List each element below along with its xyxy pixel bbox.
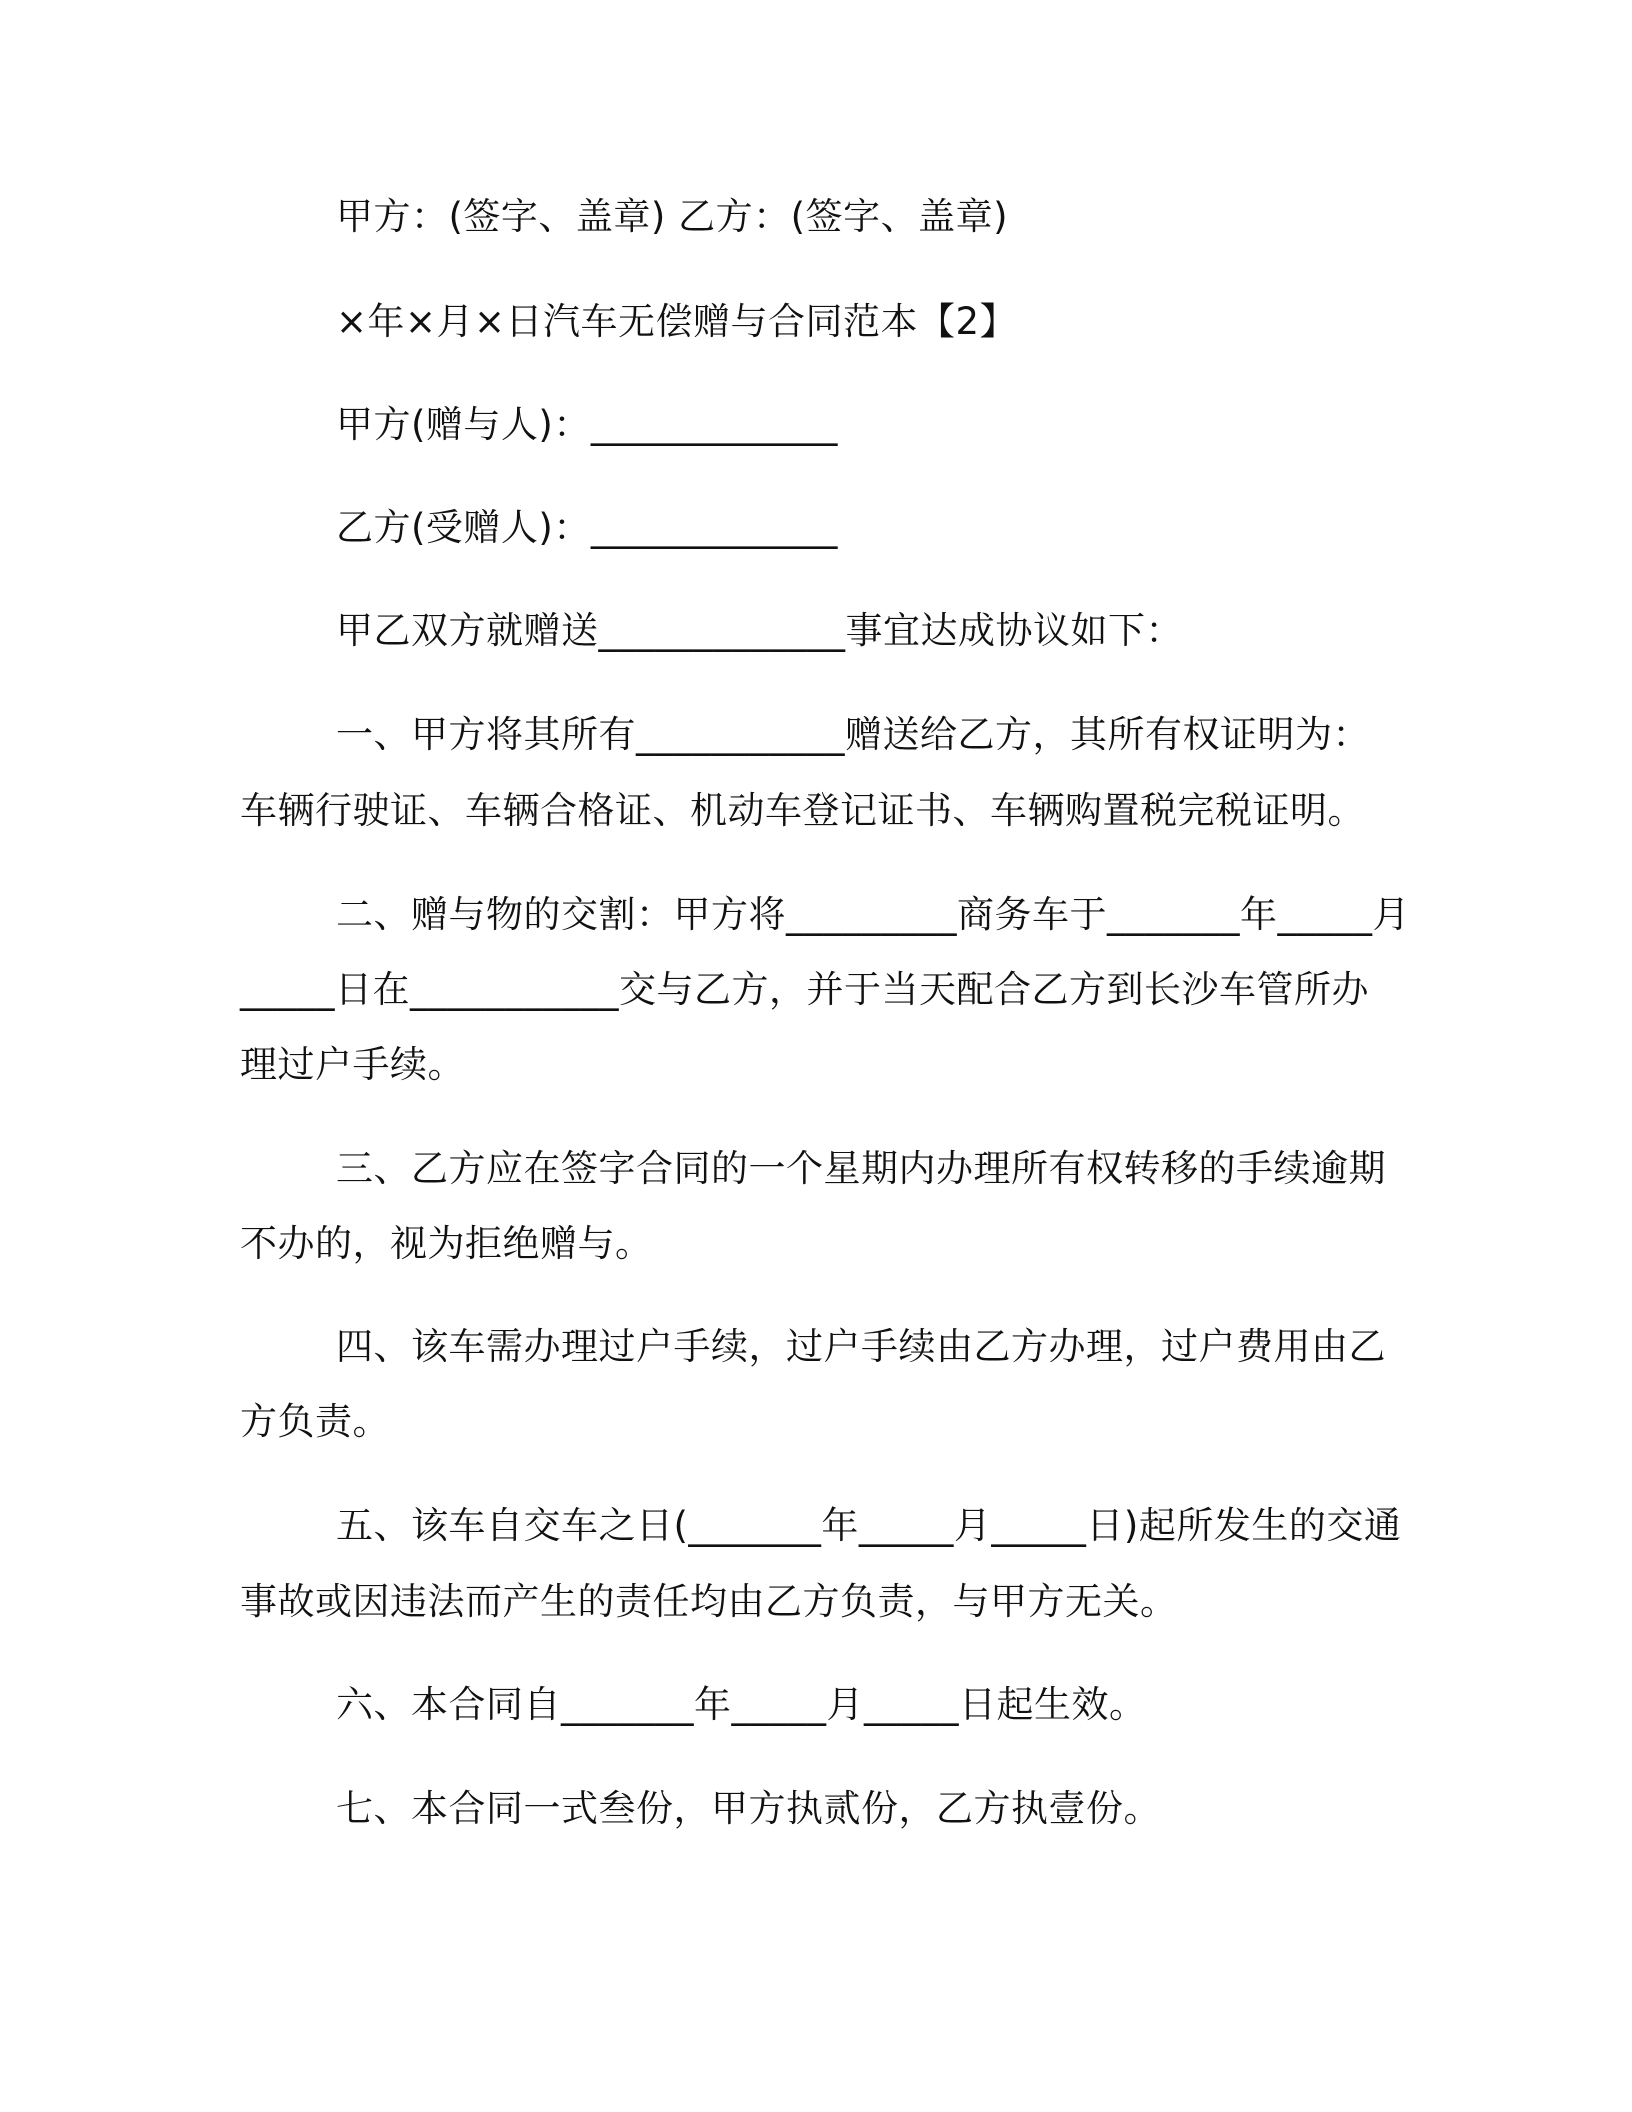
- clause-1-line-1: 一、甲方将其所有___________赠送给乙方，其所有权证明为：: [336, 713, 1370, 756]
- clause-1-line-2: 车辆行驶证、车辆合格证、机动车登记证书、车辆购置税完税证明。: [240, 789, 1365, 832]
- clause-5-line-2: 事故或因违法而产生的责任均由乙方负责，与甲方无关。: [240, 1580, 1178, 1623]
- party-a-line: 甲方(赠与人)：_____________: [336, 403, 838, 446]
- clause-4-line-1: 四、该车需办理过户手续，过户手续由乙方办理，过户费用由乙: [336, 1325, 1386, 1368]
- signature-line: 甲方：(签字、盖章) 乙方：(签字、盖章): [336, 195, 1009, 238]
- clause-5-line-1: 五、该车自交车之日(_______年_____月_____日)起所发生的交通: [336, 1504, 1402, 1547]
- clause-7: 七、本合同一式叁份，甲方执贰份，乙方执壹份。: [336, 1787, 1161, 1830]
- clause-4-line-2: 方负责。: [240, 1400, 390, 1443]
- clause-2-line-1: 二、赠与物的交割：甲方将_________商务车于_______年_____月: [336, 893, 1410, 936]
- clause-3-line-2: 不办的，视为拒绝赠与。: [240, 1222, 653, 1265]
- clause-2-line-3: 理过户手续。: [240, 1043, 465, 1086]
- clause-6: 六、本合同自_______年_____月_____日起生效。: [336, 1683, 1147, 1726]
- clause-3-line-1: 三、乙方应在签字合同的一个星期内办理所有权转移的手续逾期: [336, 1147, 1386, 1190]
- agreement-intro: 甲乙双方就赠送_____________事宜达成协议如下：: [336, 609, 1183, 652]
- clause-2-line-2: _____日在___________交与乙方，并于当天配合乙方到长沙车管所办: [240, 968, 1369, 1011]
- contract-title: ×年×月×日汽车无偿赠与合同范本【2】: [336, 300, 1018, 343]
- party-b-line: 乙方(受赠人)：_____________: [336, 506, 838, 549]
